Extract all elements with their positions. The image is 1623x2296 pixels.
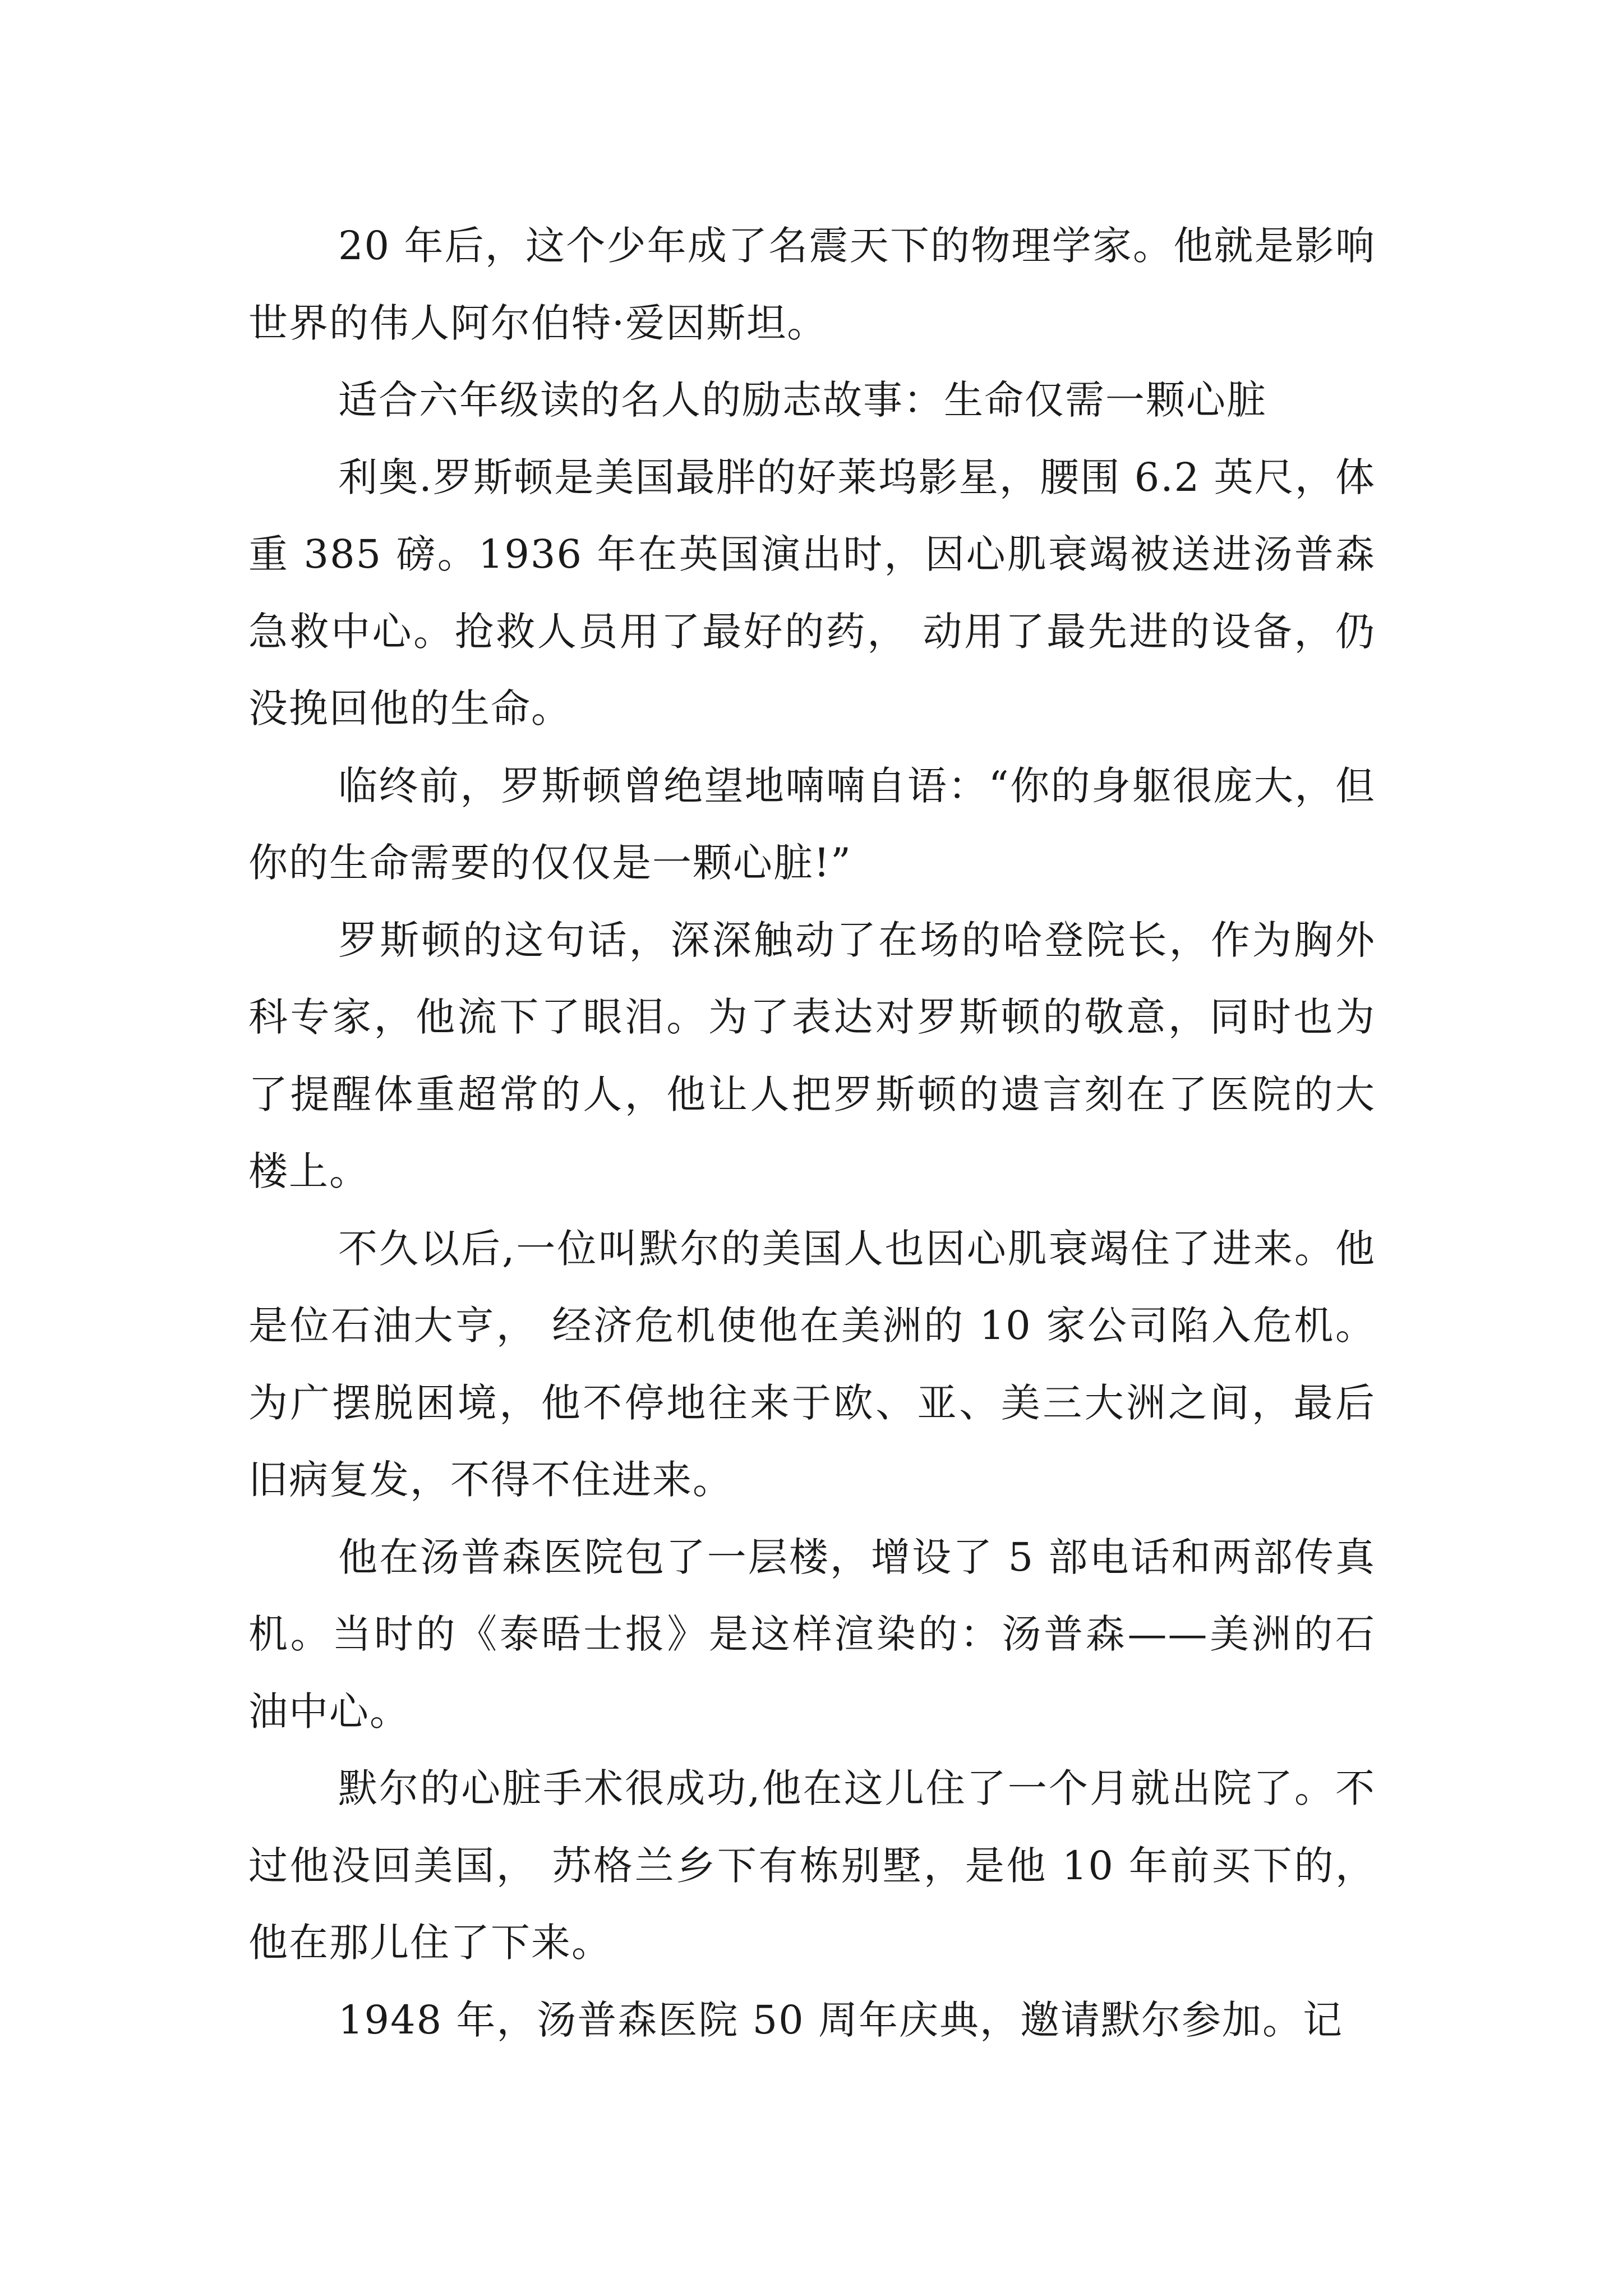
paragraph-anniversary: 1948 年，汤普森医院 50 周年庆典，邀请默尔参加。记: [338, 1996, 1343, 2043]
paragraph-last-words: 临终前，罗斯顿曾绝望地喃喃自语：“你的身躯很庞大，但你的生命需要的仅仅是一颗心脏!”: [248, 762, 1376, 886]
paragraph-moore-arrival: 不久以后,一位叫默尔的美国人也因心肌衰竭住了进来。他是位石油大亨， 经济危机使他在美洲的 10 家公司陷入危机。为广摆脱困境，他不停地往来于欧、亚、美三大洲之间，最后旧病复发，不得不住进来。: [248, 1225, 1376, 1503]
document-body: [248, 208, 1376, 2059]
paragraph-harden: 罗斯顿的这句话，深深触动了在场的哈登院长，作为胸外科专家，他流下了眼泪。为了表达对罗斯顿的敬意，同时也为了提醒体重超常的人，他让人把罗斯顿的遗言刻在了医院的大楼上。: [248, 917, 1376, 1194]
paragraph-einstein-ending: 20 年后，这个少年成了名震天下的物理学家。他就是影响世界的伟人阿尔伯特·爱因斯坦。: [248, 223, 1376, 346]
paragraph-rosston-intro: 利奥.罗斯顿是美国最胖的好莱坞影星，腰围 6.2 英尺，体重 385 磅。1936 年在英国演出时，因心肌衰竭被送进汤普森急救中心。抢救人员用了最好的药， 动用了最先进的设备，仍没挽回他的生命。: [248, 454, 1376, 731]
paragraph-oil-center: 他在汤普森医院包了一层楼，增设了 5 部电话和两部传真机。当时的《泰晤士报》是这样渲染的：汤普森——美洲的石油中心。: [248, 1534, 1376, 1734]
story-title: 适合六年级读的名人的励志故事：生命仅需一颗心脏: [338, 377, 1267, 423]
paragraph-surgery: 默尔的心脏手术很成功,他在这儿住了一个月就出院了。不过他没回美国， 苏格兰乡下有栋别墅，是他 10 年前买下的，他在那儿住了下来。: [248, 1765, 1376, 1966]
